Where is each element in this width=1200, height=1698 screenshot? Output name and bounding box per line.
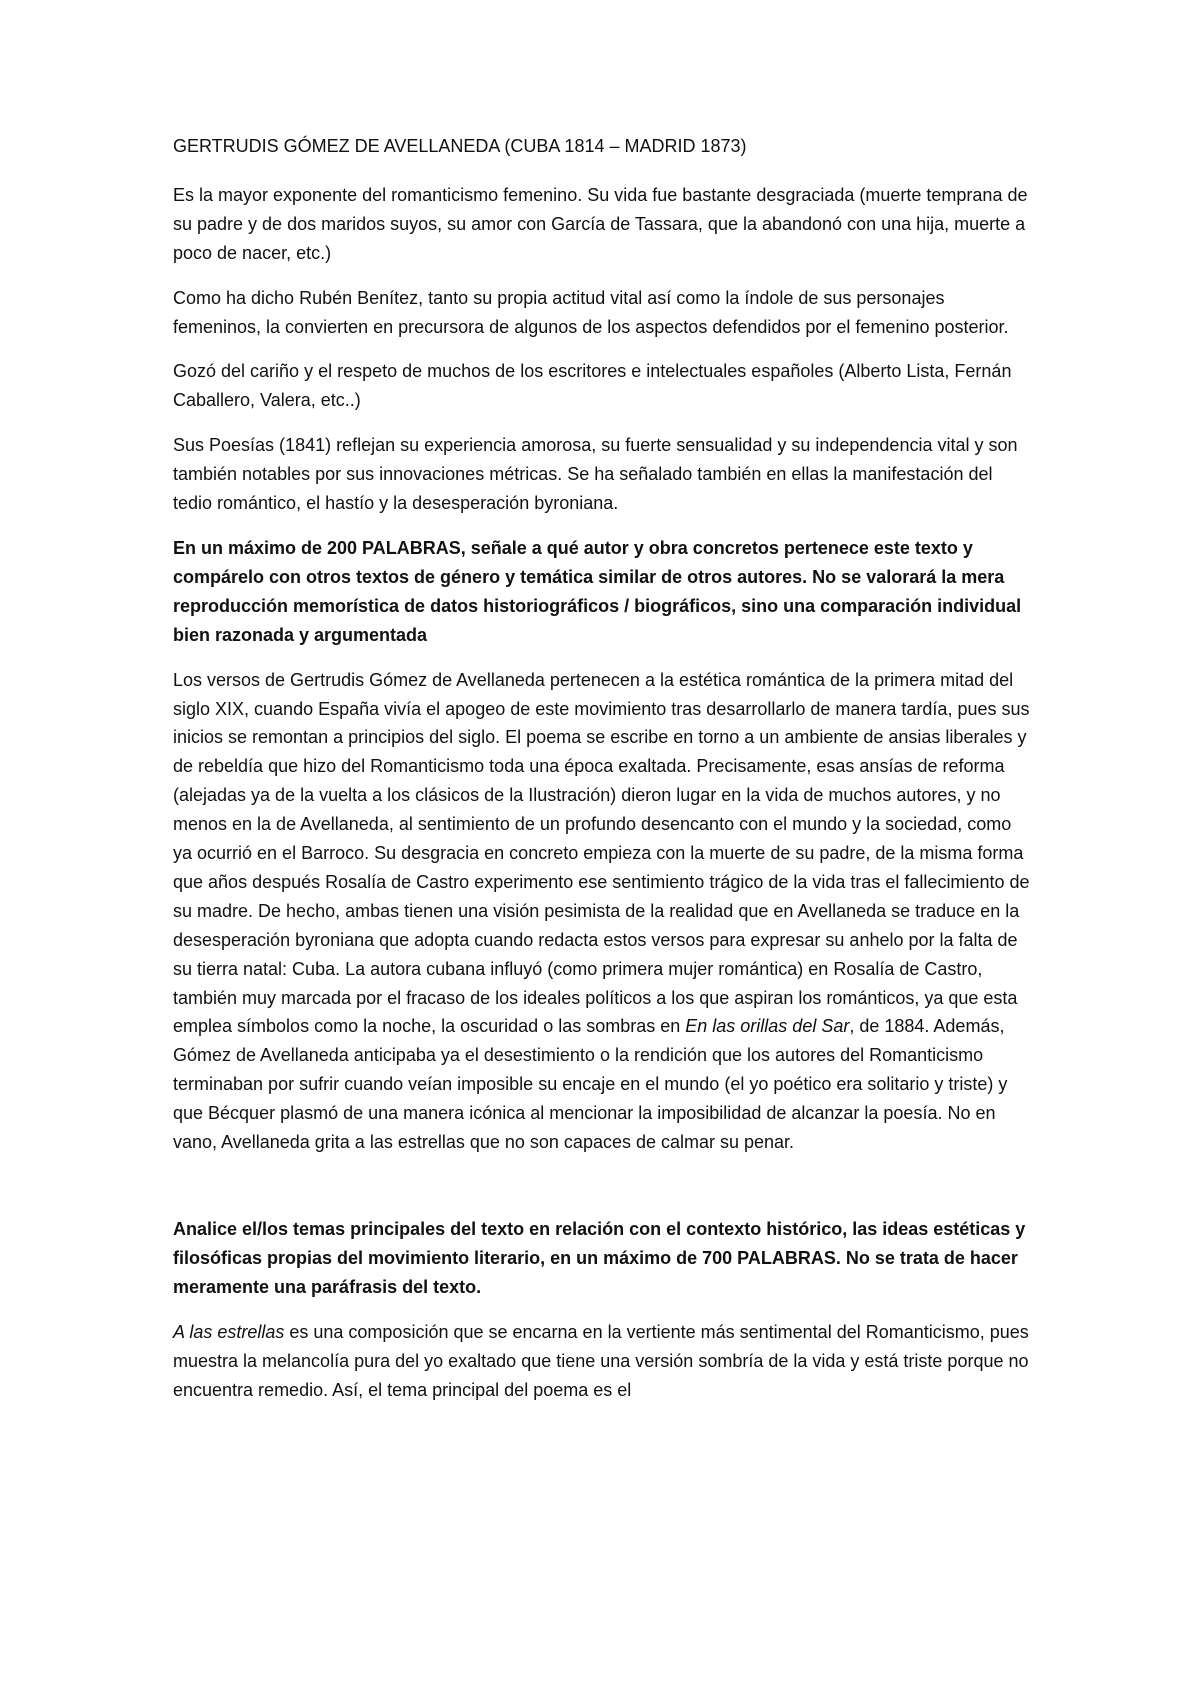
paragraph-benitez-quote: Como ha dicho Rubén Benítez, tanto su propia actitud vital así como la índole de sus personajes femeninos, la convierten en precursora de algunos de los aspectos defendidos por el femenino posterior. <box>173 287 1009 337</box>
document-title: GERTRUDIS GÓMEZ DE AVELLANEDA (CUBA 1814 – MADRID 1873) <box>173 136 747 156</box>
answer-1 <box>173 666 1035 1157</box>
document-page <box>173 132 1035 1420</box>
answer-1-work-title: En las orillas del Sar <box>685 1016 850 1037</box>
answer-2 <box>173 1318 1035 1405</box>
paragraph-esteem: Gozó del cariño y el respeto de muchos de los escritores e intelectuales españoles (Alberto Lista, Fernán Caballero, Valera, etc..) <box>173 361 1012 411</box>
answer-1-text-b: , de 1884. Además, Gómez de Avellaneda anticipaba ya el desestimiento o la rendición que los autores del Romanticismo terminaban por sufrir cuando veían imposible su encaje en el mundo (el yo poético era solitario y triste) y que Bécquer plasmó de una manera icónica al mencionar la imposibilidad de alcanzar la poesía. No en vano, Avellaneda grita a las estrellas que no son capaces de calmar su penar. <box>173 1016 1008 1153</box>
answer-2-text: es una composición que se encarna en la vertiente más sentimental del Romanticismo, pues muestra la melancolía pura del yo exaltado que tiene una versión sombría de la vida y está triste porque no encuentra remedio. Así, el tema principal del poema es el <box>173 1321 1029 1400</box>
section-gap <box>173 1173 1035 1215</box>
question-2: Analice el/los temas principales del texto en relación con el contexto histórico, las ideas estéticas y filosóficas propias del movimiento literario, en un máximo de 700 PALABRAS. No se trata de hacer meramente una paráfrasis del texto. <box>173 1219 1026 1297</box>
answer-1-text-a: Los versos de Gertrudis Gómez de Avellaneda pertenecen a la estética romántica de la primera mitad del siglo XIX, cuando España vivía el apogeo de este movimiento tras desarrollarlo de manera tardía, pues sus inicios se remontan a principios del siglo. El poema se escribe en torno a un ambiente de ansias liberales y de rebeldía que hizo del Romanticismo toda una época exaltada. Precisamente, esas ansías de reforma (alejadas ya de la vuelta a los clásicos de la Ilustración) dieron lugar en la vida de muchos autores, y no menos en la de Avellaneda, al sentimiento de un profundo desencanto con el mundo y la sociedad, como ya ocurrió en el Barroco. Su desgracia en concreto empieza con la muerte de su padre, de la misma forma que años después Rosalía de Castro experimento ese sentimiento trágico de la vida tras el fallecimiento de su madre. De hecho, ambas tienen una visión pesimista de la realidad que en Avellaneda se traduce en la desesperación byroniana que adopta cuando redacta estos versos para expresar su anhelo por la falta de su tierra natal: Cuba. La autora cubana influyó (como primera mujer romántica) en Rosalía de Castro, también muy marcada por el fracaso de los ideales políticos a los que aspiran los románticos, ya que esta emplea símbolos como la noche, la oscuridad o las sombras en <box>173 669 1030 1037</box>
paragraph-poesias: Sus Poesías (1841) reflejan su experiencia amorosa, su fuerte sensualidad y su independencia vital y son también notables por sus innovaciones métricas. Se ha señalado también en ellas la manifestación del tedio romántico, el hastío y la desesperación byroniana. <box>173 435 1018 514</box>
paragraph-biography: Es la mayor exponente del romanticismo femenino. Su vida fue bastante desgraciada (muerte temprana de su padre y de dos maridos suyos, su amor con García de Tassara, que la abandonó con una hija, muerte a poco de nacer, etc.) <box>173 184 1028 263</box>
answer-2-poem-title: A las estrellas <box>173 1321 285 1342</box>
question-1: En un máximo de 200 PALABRAS, señale a qué autor y obra concretos pertenece este texto y compárelo con otros textos de género y temática similar de otros autores. No se valorará la mera reproducción memorística de datos historiográficos / biográficos, sino una comparación individual bien razonada y argumentada <box>173 537 1022 645</box>
